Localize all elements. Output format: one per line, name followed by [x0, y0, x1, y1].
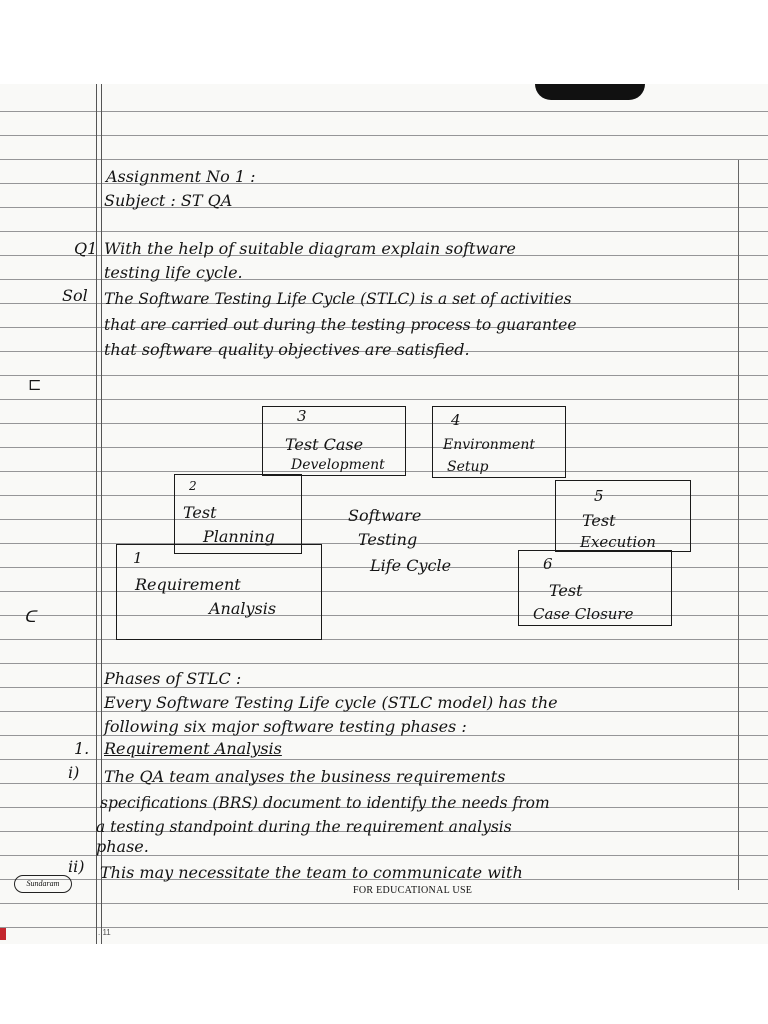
point-ii-line-1: This may necessitate the team to communicate with — [100, 863, 523, 882]
item-1-title: Requirement Analysis — [104, 739, 282, 758]
page-code: ..11 — [98, 928, 111, 937]
box-label-line2: Development — [291, 457, 385, 473]
margin-mark-2: ᑕ — [24, 607, 36, 626]
solution-label: Sol — [62, 286, 88, 305]
margin-line-left — [96, 84, 97, 944]
question-line-1: With the help of suitable diagram explain software — [104, 239, 516, 258]
top-background — [0, 0, 768, 84]
phases-heading: Phases of STLC : — [104, 669, 242, 688]
red-edge-mark — [0, 928, 6, 940]
solution-line-1: The Software Testing Life Cycle (STLC) is a set of activities — [104, 290, 572, 308]
margin-mark-1: ⊏ — [28, 375, 42, 394]
box-number: 1 — [133, 549, 143, 567]
box-label-line1: Test — [183, 503, 217, 522]
box-number: 4 — [451, 411, 461, 429]
box-test-planning — [174, 474, 302, 554]
box-label-line2: Execution — [580, 533, 656, 551]
point-i-number: i) — [68, 763, 80, 782]
box-label-line2: Case Closure — [533, 605, 634, 623]
box-test-execution — [555, 480, 691, 552]
item-1-number: 1. — [74, 739, 90, 758]
box-number: 5 — [594, 487, 604, 505]
assignment-title: Assignment No 1 : — [106, 167, 256, 186]
box-test-case-closure — [518, 550, 672, 626]
solution-line-3: that software quality objectives are satisfied. — [104, 340, 470, 359]
phases-intro-line-2: following six major software testing phases : — [104, 717, 467, 736]
binding-shadow — [535, 84, 645, 100]
box-label-line1: Requirement — [135, 575, 241, 594]
box-environment-setup — [432, 406, 566, 478]
box-number: 2 — [189, 479, 197, 493]
box-label-line2: Planning — [203, 527, 275, 546]
margin-line-right — [738, 160, 739, 890]
solution-line-2: that are carried out during the testing process to guarantee — [104, 316, 577, 334]
center-label-line3: Life Cycle — [370, 556, 452, 575]
box-test-case-development — [262, 406, 406, 476]
point-i-line-2: specifications (BRS) document to identify the needs from — [100, 794, 550, 812]
bottom-background — [0, 944, 768, 1024]
question-line-2: testing life cycle. — [104, 263, 243, 282]
box-label-line2: Analysis — [209, 599, 277, 618]
brand-logo: Sundaram — [14, 875, 72, 893]
educational-use-notice: FOR EDUCATIONAL USE — [353, 885, 473, 896]
center-label-line1: Software — [348, 506, 422, 525]
point-i-line-1: The QA team analyses the business requirements — [104, 767, 506, 786]
margin-line-left-inner — [101, 84, 102, 944]
box-number: 3 — [297, 407, 307, 425]
box-number: 6 — [543, 555, 553, 573]
question-number: Q1 — [74, 239, 98, 258]
point-i-line-4: phase. — [96, 837, 149, 856]
box-label-line1: Test — [582, 511, 616, 530]
box-label-line1: Environment — [443, 437, 535, 453]
box-requirement-analysis — [116, 544, 322, 640]
box-label-line1: Test Case — [285, 435, 364, 454]
center-label-line2: Testing — [358, 530, 418, 549]
point-i-line-3: a testing standpoint during the requirement analysis — [96, 818, 512, 836]
box-label-line2: Setup — [447, 459, 489, 475]
point-ii-number: ii) — [68, 857, 85, 876]
phases-intro-line-1: Every Software Testing Life cycle (STLC model) has the — [104, 693, 558, 712]
subject-line: Subject : ST QA — [104, 191, 233, 210]
box-label-line1: Test — [549, 581, 583, 600]
